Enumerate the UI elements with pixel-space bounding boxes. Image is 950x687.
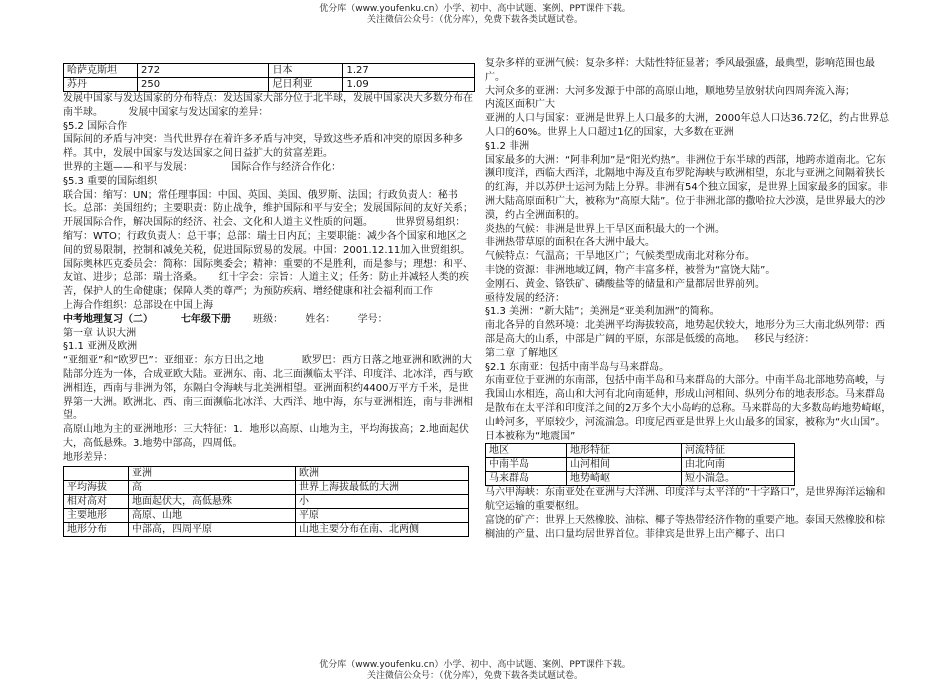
table-cell: 世界上海拔最低的大洲	[296, 480, 469, 494]
table-cell: 地形分布	[64, 522, 129, 536]
table-cell: 日本	[269, 64, 343, 78]
student-info-fields: 班级： 姓名： 学号：	[230, 313, 388, 325]
table-row	[64, 494, 469, 508]
paragraph: 金刚石、黄金、铬铁矿、磷酸盐等的储量和产量都居世界前列。	[485, 278, 765, 290]
table-cell: 1.09	[343, 78, 475, 92]
chapter-heading: 第一章 认识大洲	[63, 327, 137, 339]
paragraph: 上海合作组织：总部设在中国上海	[63, 299, 213, 311]
paragraph: 东南亚位于亚洲的东南部，包括中南半岛和马来群岛的大部分。中南半岛北部地势高峻，与我国山水相连，高山和大河有北向南延伸，形成山河相间、纵列分布的地表形态。马来群岛是散布在太平洋和印度洋之间的2万多个大小岛屿的总称。马来群岛的大多数岛屿地势崎岖，山岭河多，平原较少，河流湍急。印度尼西亚是世界上火山最多的国家，被称为“火山国”。日本被称为“地震国”	[485, 375, 892, 442]
table-header-cell: 地形特征	[567, 444, 682, 458]
paragraph: 地形差异：	[63, 451, 113, 463]
table-cell: 小	[296, 494, 469, 508]
paragraph: 高原山地为主的亚洲地形：三大特征：1．地形以高原、山地为主，平均海拔高；2.地面起伏大，高低悬殊。3.地势中部高，四周低。	[63, 424, 469, 449]
table-row	[64, 480, 469, 494]
section-heading: §1.3 美洲：“新大陆”；美洲是“亚美利加洲”的简称。	[485, 306, 720, 318]
table-row	[486, 472, 795, 486]
table-row	[486, 444, 795, 458]
table-cell: 中南半岛	[486, 458, 567, 472]
table-row	[64, 64, 475, 78]
table-cell: 平原	[296, 508, 469, 522]
paragraph: 亟待发展的经济：	[485, 292, 565, 304]
table-cell: 272	[137, 64, 269, 78]
table-cell: 地势崎岖	[567, 472, 682, 486]
table-cell: 哈萨克斯坦	[64, 64, 138, 78]
section-heading: §1.1 亚洲及欧洲	[63, 341, 138, 353]
table-row	[486, 458, 795, 472]
paragraph: 气候特点：气温高；干旱地区广；气候类型成南北对称分布。	[485, 251, 755, 263]
paragraph: 丰饶的资源：非洲地域辽阔，物产丰富多样，被誉为“富饶大陆”。	[485, 264, 776, 276]
document-title-line	[63, 313, 475, 327]
chapter-heading: 第二章 了解地区	[485, 347, 559, 359]
table-row	[64, 78, 475, 92]
terrain-comparison-table	[63, 466, 469, 537]
section-heading: §5.2 国际合作	[63, 120, 128, 132]
page-footer	[0, 660, 950, 682]
paragraph: 亚洲的人口与国家：亚洲是世界上人口最多的大洲，2000年总人口达36.72亿，约占世界总人口的60%。世界上人口超过1亿的国家，大多数在亚洲	[485, 113, 890, 138]
footer-line-2: 关注微信公众号：（优分库），免费下载各类试题试卷。	[366, 671, 583, 681]
left-column	[63, 57, 487, 537]
table-cell: 山地主要分布在南、北两侧	[296, 522, 469, 536]
paragraph: 复杂多样的亚洲气候：复杂多样：大陆性特征显著；季风最强盛，最典型，影响范围也最广。	[485, 58, 875, 83]
table-cell: 地面起伏大，高低悬殊	[129, 494, 296, 508]
section-heading: §2.1 东南亚：包括中南半岛与马来群岛。	[485, 361, 670, 373]
header-line-1: 优分库（www.youfenku.cn）小学、初中、高中试题、案例、PPT课件下载。	[319, 4, 631, 14]
country-data-table	[63, 63, 475, 92]
table-cell: 平均海拔	[64, 480, 129, 494]
table-header-cell: 欧洲	[296, 466, 469, 480]
paragraph: 发展中国家与发达国家的分布特点：发达国家大部分位于北半球，发展中国家决大多数分布在南半球。 发展中国家与发达国家的差异：	[63, 93, 473, 118]
table-cell: 主要地形	[64, 508, 129, 522]
section-heading: §5.3 重要的国际组织	[63, 175, 158, 187]
paragraph: 内流区面积广大	[485, 99, 555, 111]
table-cell: 由北向南	[682, 458, 795, 472]
table-cell: 苏丹	[64, 78, 138, 92]
table-cell: 短小湍急。	[682, 472, 795, 486]
southeast-asia-table	[485, 443, 795, 486]
table-cell: 尼日利亚	[269, 78, 343, 92]
document-title: 中考地理复习（二） 七年级下册	[63, 313, 231, 325]
table-cell: 山河相间	[567, 458, 682, 472]
table-cell: 250	[137, 78, 269, 92]
paragraph: 富饶的矿产：世界上天然橡胶、油棕、椰子等热带经济作物的重要产地。泰国天然橡胶和棕榈油的产量、出口量均居世界首位。菲律宾是世界上出产椰子、出口	[485, 514, 885, 540]
table-cell: 中部高，四周平原	[129, 522, 296, 536]
paragraph: 南北各异的自然环境：北美洲平均海拔较高，地势起伏较大，地形分为三大南北纵列带：西部是高大的山系，中部是广阔的平原，东部是低缓的高地。 移民与经济：	[485, 320, 885, 345]
paragraph: 大河众多的亚洲：大河多发源于中部的高原山地，顺地势呈放射状向四周奔流入海；	[485, 85, 855, 97]
paragraph: 世界的主题——和平与发展： 国际合作与经济合作化：	[63, 161, 342, 173]
table-row	[64, 522, 469, 536]
paragraph: 炎热的气候：非洲是世界上干旱区面积最大的一个洲。	[485, 223, 725, 235]
header-line-2: 关注微信公众号：（优分库），免费下载各类试题试卷。	[366, 15, 583, 25]
paragraph: 马六甲海峡：东南亚处在亚洲与大洋洲、印度洋与太平洋的“十字路口”，是世界海洋运输和航空运输的重要枢纽。	[485, 487, 886, 513]
table-cell: 1.27	[343, 64, 475, 78]
table-row	[64, 508, 469, 522]
table-row	[64, 466, 469, 480]
page-header	[0, 4, 950, 26]
table-cell: 马来群岛	[486, 472, 567, 486]
paragraph: 国际间的矛盾与冲突：当代世界存在着许多矛盾与冲突，导致这些矛盾和冲突的原因多种多样。其中，发展中国家与发达国家之间日益扩大的贫富差距。	[63, 134, 463, 160]
paragraph: 国家最多的大洲：“阿非利加”是“阳光灼热”。非洲位于东半球的西部，地跨赤道南北。它东濒印度洋，西临大西洋，北隔地中海及直布罗陀海峡与欧洲相望，东北与亚洲之间隔着狭长的红海，并以苏伊士运河为陆上分界。非洲有54个独立国家，是世界上国家最多的国家。非洲大陆高原面积广大，被称为“高原大陆”。位于非洲北部的撒哈拉大沙漠，是世界最大的沙漠，约占全洲面积的。	[485, 154, 888, 221]
paragraph: “亚细亚”和“欧罗巴”：亚细亚：东方日出之地 欧罗巴：西方日落之地亚洲和欧洲的大陆部分连为一体，合成亚欧大陆。亚洲东、南、北三面濒临太平洋、印度洋、北冰洋，西与欧洲相连，西南与非洲为邻，东隔白令海峡与北美洲相望。亚洲面积约4400万平方千米，是世界第一大洲。欧洲北、西、南三面濒临北冰洋、大西洋、地中海，东与亚洲相连，南与非洲相望。	[63, 355, 473, 422]
footer-line-1: 优分库（www.youfenku.cn）小学、初中、高中试题、案例、PPT课件下载。	[319, 660, 631, 670]
paragraph: 非洲热带草原的面积在各大洲中最大。	[485, 237, 655, 249]
table-header-cell: 河流特征	[682, 444, 795, 458]
table-header-cell: 亚洲	[129, 466, 296, 480]
section-heading: §1.2 非洲	[485, 140, 530, 152]
table-cell	[64, 466, 129, 480]
right-column	[485, 57, 892, 542]
table-cell: 高原、山地	[129, 508, 296, 522]
paragraph: 联合国：缩写：UN；常任理事国：中国、英国、美国、俄罗斯、法国；行政负责人：秘书长。总部：美国纽约；主要职责：防止战争，维护国际和平与安全；发展国际间的友好关系；开展国际合作，解决国际的经济、社会、文化和人道主义性质的问题。 世界贸易组织：缩写：WTO；行政负责人：总干事；总部：瑞士日内瓦；主要职能：减少各个国家和地区之间的贸易限制，控制和减免关税，促进国际贸易的发展。中国：2001.12.11加入世贸组织。 国际奥林匹克委员会：简称：国际奥委会；精神：重要的不是胜利，而是参与；理想：和平、友谊、进步；总部：瑞士洛桑。 红十字会：宗旨：人道主义；任务：防止并减轻人类的疾苦，保护人的生命健康；保障人类的尊严；为预防疾病、增经健康和社会福利而工作	[63, 189, 487, 298]
table-cell: 高	[129, 480, 296, 494]
table-cell: 相对高对	[64, 494, 129, 508]
table-header-cell: 地区	[486, 444, 567, 458]
